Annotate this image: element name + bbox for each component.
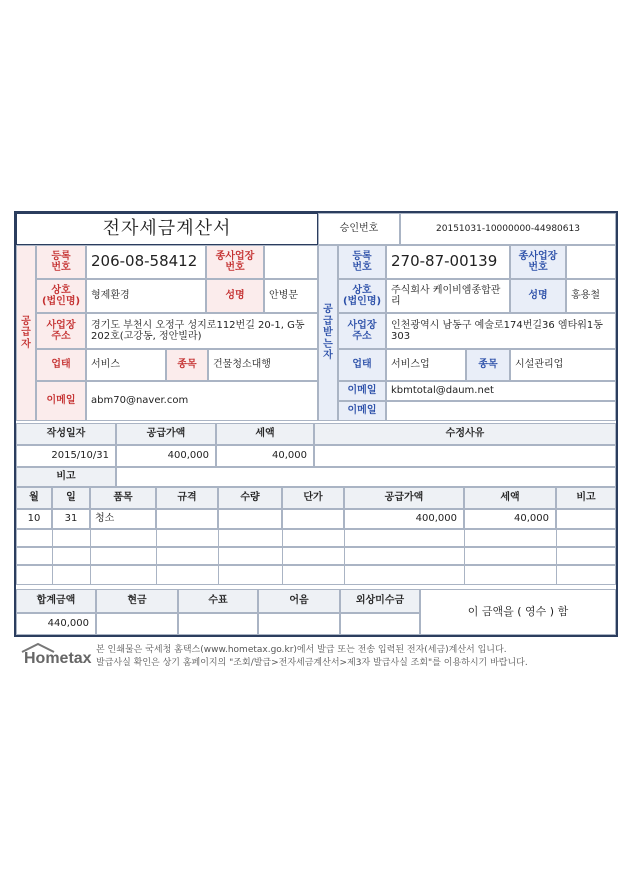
buyer-email-label: 이메일: [338, 381, 386, 401]
total-label: 합계금액: [16, 589, 96, 613]
grid-line: [464, 529, 465, 585]
supplier-email-label: 이메일: [36, 381, 86, 421]
item-note: [556, 509, 616, 529]
buyer-item-label: 종목: [466, 349, 510, 381]
buyer-name-label: 성명: [510, 279, 566, 313]
grid-line: [90, 529, 91, 585]
grid-line: [218, 529, 219, 585]
col-supply: 공급가액: [344, 487, 464, 509]
item-supply: 400,000: [344, 509, 464, 529]
grid-line: [156, 529, 157, 585]
supplier-address: 경기도 부천시 오정구 성지로112번길 20-1, G동 202호(고강동, 정안빌라): [86, 313, 318, 349]
note-label: 비고: [16, 467, 116, 487]
supplier-reg-number: 206-08-58412: [86, 245, 206, 279]
footer-line-2: 발급사실 확인은 상기 홈페이지의 "조회/발급>전자세금계산서>제3자 발급사실 조회"를 이용하시기 바랍니다.: [96, 658, 528, 668]
supplier-email: abm70@naver.com: [86, 381, 318, 421]
supplier-name-label: 성명: [206, 279, 264, 313]
tax-invoice: [14, 211, 618, 637]
hometax-logo: Hometax: [20, 642, 94, 668]
buyer-address: 인천광역시 남동구 예술로174번길36 엠타워1동303: [386, 313, 616, 349]
buyer-reg-number: 270-87-00139: [386, 245, 510, 279]
supplier-branch-value: [264, 245, 318, 279]
date-value: 2015/10/31: [16, 445, 116, 467]
empty-row: [16, 547, 616, 565]
col-spec: 규격: [156, 487, 218, 509]
supplier-company: 형제환경: [86, 279, 206, 313]
col-price: 단가: [282, 487, 344, 509]
cash-value: [96, 613, 178, 635]
date-label: 작성일자: [16, 423, 116, 445]
supplier-side-label: 공 급 자: [16, 245, 36, 421]
buyer-email: kbmtotal@daum.net: [386, 381, 616, 401]
supplier-addr-label: 사업장 주소: [36, 313, 86, 349]
credit-label: 외상미수금: [340, 589, 420, 613]
supply-value: 400,000: [116, 445, 216, 467]
buyer-biz-label: 업태: [338, 349, 386, 381]
buyer-company-label: 상호 (법인명): [338, 279, 386, 313]
supplier-reg-label: 등록 번호: [36, 245, 86, 279]
approval-number: 20151031-10000000-44980613: [400, 213, 616, 245]
check-label: 수표: [178, 589, 258, 613]
item-tax: 40,000: [464, 509, 556, 529]
buyer-item: 시설관리업: [510, 349, 616, 381]
supplier-company-label: 상호 (법인명): [36, 279, 86, 313]
supplier-biz-label: 업태: [36, 349, 86, 381]
grid-line: [556, 529, 557, 585]
grid-line: [344, 529, 345, 585]
buyer-branch-label: 종사업장 번호: [510, 245, 566, 279]
item-month: 10: [16, 509, 52, 529]
empty-row: [16, 565, 616, 585]
supplier-item: 건물청소대행: [208, 349, 318, 381]
grid-line: [282, 529, 283, 585]
receipt-text: 이 금액을 ( 영수 ) 함: [420, 589, 616, 635]
buyer-reg-label: 등록 번호: [338, 245, 386, 279]
credit-value: [340, 613, 420, 635]
total-value: 440,000: [16, 613, 96, 635]
supply-label: 공급가액: [116, 423, 216, 445]
approval-label: 승인번호: [318, 213, 400, 245]
col-tax: 세액: [464, 487, 556, 509]
supplier-item-label: 종목: [166, 349, 208, 381]
tax-label: 세액: [216, 423, 314, 445]
promissory-value: [258, 613, 340, 635]
col-note: 비고: [556, 487, 616, 509]
reason-label: 수정사유: [314, 423, 616, 445]
col-qty: 수량: [218, 487, 282, 509]
col-month: 월: [16, 487, 52, 509]
footer-line-1: 본 인쇄물은 국세청 홈택스(www.hometax.go.kr)에서 발급 또는 전송 입력된 전자(세금)계산서 입니다.: [96, 645, 507, 655]
col-day: 일: [52, 487, 90, 509]
invoice-title: 전자세금계산서: [16, 213, 318, 245]
item-qty: [218, 509, 282, 529]
item-spec: [156, 509, 218, 529]
cash-label: 현금: [96, 589, 178, 613]
col-item: 품목: [90, 487, 156, 509]
empty-row: [16, 529, 616, 547]
buyer-addr-label: 사업장 주소: [338, 313, 386, 349]
supplier-name: 안병문: [264, 279, 318, 313]
check-value: [178, 613, 258, 635]
item-day: 31: [52, 509, 90, 529]
buyer-name: 홍용철: [566, 279, 616, 313]
tax-value: 40,000: [216, 445, 314, 467]
grid-line: [52, 529, 53, 585]
buyer-branch-value: [566, 245, 616, 279]
supplier-branch-label: 종사업장 번호: [206, 245, 264, 279]
buyer-email2: [386, 401, 616, 421]
item-name: 청소: [90, 509, 156, 529]
buyer-side-label: 공 급 받 는 자: [318, 245, 338, 421]
buyer-company: 주식회사 케이비엠종합관리: [386, 279, 510, 313]
promissory-label: 어음: [258, 589, 340, 613]
buyer-biz: 서비스업: [386, 349, 466, 381]
item-price: [282, 509, 344, 529]
buyer-email2-label: 이메일: [338, 401, 386, 421]
reason-value: [314, 445, 616, 467]
supplier-biz: 서비스: [86, 349, 166, 381]
note-value: [116, 467, 616, 487]
